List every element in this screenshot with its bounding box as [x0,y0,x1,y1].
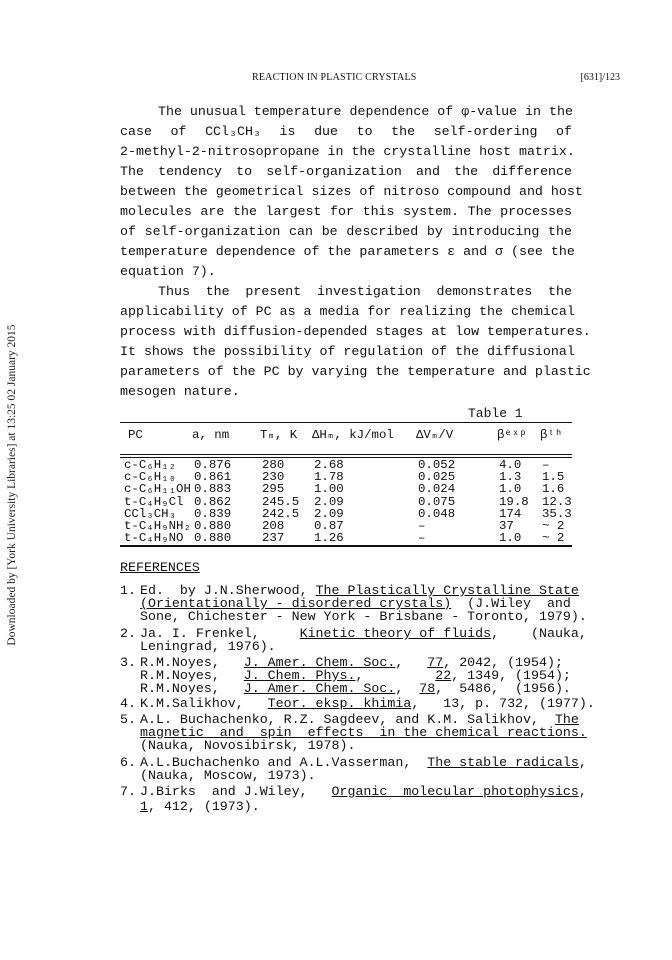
paragraph-line: process with diffusion-depended stages at low temperatures. [120,324,591,339]
references-heading: REFERENCES [120,560,200,575]
table-cell: ~ 2 [542,531,565,546]
table-header-cell: ΔVₘ/V [416,428,454,442]
table-cell: 208 [262,519,285,533]
paragraph-line: mesogen nature. [120,384,240,399]
reference-text: , [355,668,436,683]
table-cell: 0.87 [314,519,344,533]
reference-text: (Nauka, Moscow, 1973). [140,768,316,783]
reference-number: 3. [120,655,136,670]
table-cell: 35.3 [542,506,572,521]
table-cell: 0.862 [194,494,232,509]
reference-text: , 13, p. 732, (1977). [411,696,595,711]
table-cell: 237 [262,531,285,546]
table-header-cell: Tₘ, K [260,428,298,442]
reference-title: The stable radicals [427,755,579,770]
reference-title: 78 [419,681,436,696]
reference-text: R.M.Noyes, [140,681,244,696]
table-rule [120,454,572,455]
reference-title: J. Amer. Chem. Soc. [243,655,396,670]
reference-text: , 5486, (1956). [435,681,571,696]
table-cell: 295 [262,482,285,497]
table-cell: 0.075 [418,494,456,509]
reference-text: , [395,655,428,670]
reference-line [140,682,571,695]
table-cell: 0.025 [418,470,456,485]
paragraph-line: temperature dependence of the parameters ε and σ (see the [120,244,575,259]
reference-title: magnetic and spin effects in the chemical reactions. [140,725,587,740]
reference-text: Ed. by J.N.Sherwood, [140,583,316,598]
reference-text: , [578,755,587,770]
reference-text: , [578,784,587,799]
table-header-cell: ΔHₘ, kJ/mol [312,428,394,442]
table-cell: 280 [262,458,285,472]
paragraph-line: applicability of PC as a media for realizing the chemical [120,304,575,319]
reference-number: 1. [120,583,136,598]
reference-title: J. Amer. Chem. Soc. [243,681,396,696]
reference-title: 1 [140,799,148,814]
reference-text: , [395,681,420,696]
table-cell: t-C₄H₉Cl [124,494,184,509]
reference-line [140,640,276,653]
table-cell: 245.5 [262,494,300,509]
reference-line [140,697,595,710]
paragraph-line: Thus the present investigation demonstrates the [158,284,572,299]
table-cell: 1.5 [542,470,565,485]
table-cell: 1.3 [499,470,522,485]
reference-title: (Orientationally - disordered crystals) [140,596,452,611]
table-cell: 0.052 [418,458,456,472]
table-cell: 1.00 [314,482,344,497]
table-cell: c-C₆H₁₁OH [124,482,191,497]
reference-line [140,769,316,782]
data-table [120,420,572,547]
reference-title: Kinetic theory of fluids [299,626,492,641]
reference-title: The [554,712,579,727]
table-cell: 0.883 [194,482,232,497]
running-head [120,72,620,88]
reference-title: J. Chem. Phys. [243,668,356,683]
table-cell: 2.09 [314,494,344,509]
reference-title: Teor. eksp. khimia [267,696,412,711]
table-cell: 0.024 [418,482,456,497]
reference-text: (Nauka, Novosibirsk, 1978). [140,738,356,753]
paragraph-line: of self-organization can be described by introducing the [120,224,572,239]
paragraph-line: equation 7). [120,264,216,279]
table-cell: 174 [499,506,522,521]
table-cell: 242.5 [262,506,300,521]
table-cell: ~ 2 [542,519,565,533]
reference-text: K.M.Salikhov, [140,696,268,711]
table-cell: – [418,531,426,546]
paragraph-line: parameters of the PC by varying the temperature and plastic [120,364,591,379]
table-cell: 4.0 [499,458,522,472]
table-cell: 1.78 [314,470,344,485]
reference-line [140,739,355,752]
table-cell: 2.09 [314,506,344,521]
reference-text: J.Birks and J.Wiley, [140,784,332,799]
paragraph-line: The unusual temperature dependence of φ-value in the [158,104,573,119]
table-header-cell: PC [128,428,143,442]
table-rule [120,545,572,546]
table-header-cell: a, nm [192,428,230,442]
reference-title: 77 [427,655,444,670]
table-cell: c-C₆H₁₀ [124,470,177,485]
reference-line [140,610,587,623]
table-cell: 1.26 [314,531,344,546]
page-number: [631]/123 [580,72,620,83]
reference-number: 2. [120,626,136,641]
table-cell: 0.861 [194,470,232,485]
table-cell: 2.68 [314,458,344,472]
table-cell: 0.880 [194,531,232,546]
table-cell: 0.839 [194,506,232,521]
reference-text: , 412, (1973). [147,799,260,814]
reference-line [140,800,260,813]
paragraph-line: It shows the possibility of regulation of the diffusional [120,344,575,359]
table-cell: 37 [499,519,514,533]
table-cell: c-C₆H₁₂ [124,458,177,472]
reference-title: Organic molecular photophysics [331,784,579,799]
reference-text: A.L. Buchachenko, R.Z. Sagdeev, and K.M. Salikhov, [140,712,555,727]
reference-title: The Plastically Crystalline State [315,583,579,598]
table-cell: – [542,458,550,472]
paragraph-1 [120,102,583,282]
reference-number: 6. [120,755,136,770]
reference-text: , (Nauka, [491,626,587,641]
reference-text: R.M.Noyes, [140,655,244,670]
table-rule [120,422,572,423]
table-cell: 1.0 [499,531,522,546]
table-cell: t-C₄H₉NH₂ [124,519,191,533]
reference-number: 5. [120,712,136,727]
table-cell: 230 [262,470,285,485]
table-cell: CCl₃CH₃ [124,506,177,521]
reference-text: Ja. I. Frenkel, [140,626,300,641]
paragraph-2 [120,282,591,402]
table-cell: 0.048 [418,506,456,521]
body-text [120,102,591,402]
paragraph-line: case of CCl₃CH₃ is due to the self-ordering of [120,124,572,139]
reference-text: (J.Wiley and [451,596,571,611]
reference-title: 22 [435,668,452,683]
reference-number: 4. [120,696,136,711]
reference-text: Sone, Chichester - New York - Brisbane - Toronto, 1979). [140,609,587,624]
reference-text: R.M.Noyes, [140,668,244,683]
table-header-cell: βᵗʰ [540,428,563,442]
reference-text: Leningrad, 1976). [140,639,276,654]
table-cell: 0.876 [194,458,232,472]
table-caption: Table 1 [468,406,523,421]
reference-text: A.L.Buchachenko and A.L.Vasserman, [140,755,428,770]
running-title: REACTION IN PLASTIC CRYSTALS [252,72,417,83]
table-cell: 1.0 [499,482,522,497]
reference-text: , 1349, (1954); [451,668,571,683]
paragraph-line: molecules are the largest for this system. The processes [120,204,572,219]
table-cell: 1.6 [542,482,565,497]
reference-text: , 2042, (1954); [443,655,563,670]
paragraph-line: between the geometrical sizes of nitroso compound and host [120,184,583,199]
download-watermark: Downloaded by [York University Libraries] at 13:25 02 January 2015 [6,324,18,646]
table-cell: t-C₄H₉NO [124,531,184,546]
reference-number: 7. [120,784,136,799]
table-header-cell: βᵉˣᵖ [497,428,527,442]
table-cell: 12.3 [542,494,572,509]
table-cell: 0.880 [194,519,232,533]
table-cell: – [418,519,426,533]
reference-line [140,785,587,798]
paragraph-line: The tendency to self-organization and the difference [120,164,572,179]
table-cell: 19.8 [499,494,529,509]
paragraph-line: 2-methyl-2-nitrosopropane in the crystalline host matrix. [120,144,575,159]
